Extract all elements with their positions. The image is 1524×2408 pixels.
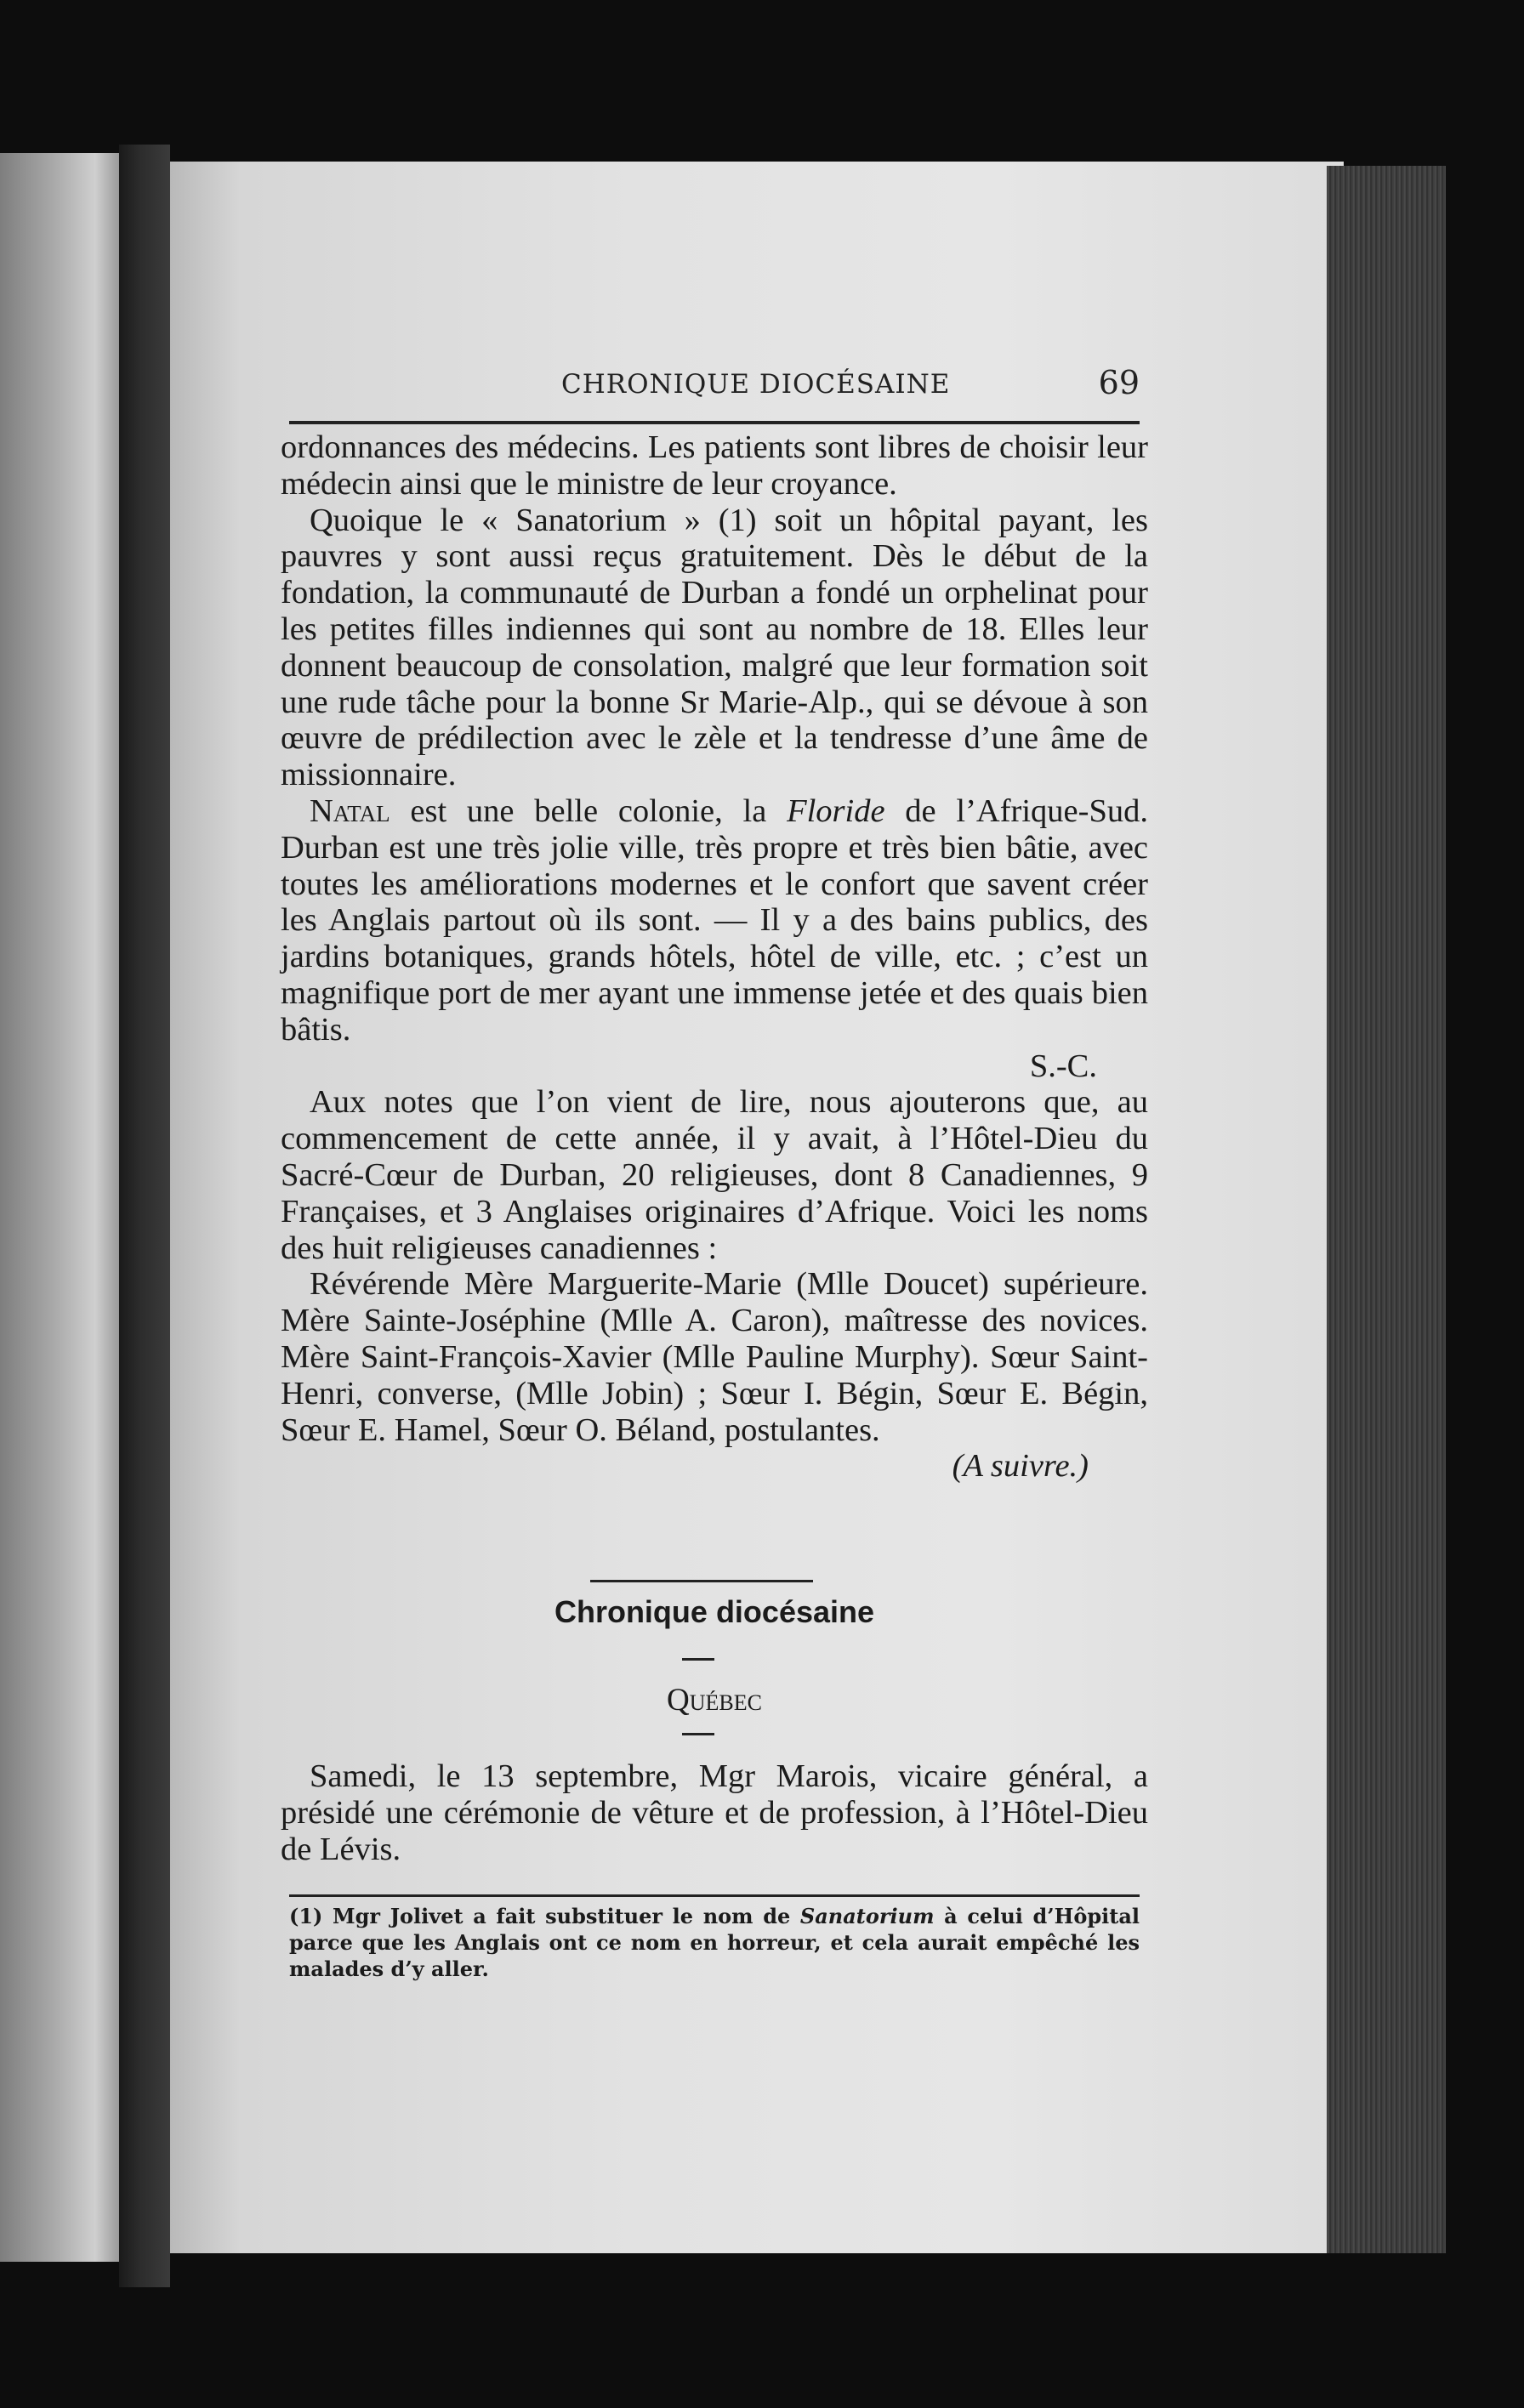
page-edges: [1327, 166, 1446, 2253]
footnote-rule: [289, 1894, 1140, 1897]
section-title: Chronique diocésaine: [554, 1594, 875, 1629]
floride-italic: Floride: [787, 792, 885, 829]
article-body: [281, 429, 1148, 1485]
section-separator: [590, 1580, 813, 1582]
paragraph-3-part-b: de l’Afrique-Sud. Durban est une très jolie ville, très propre et très bien bâtie, avec toutes les améliorations modernes et le confort que savent créer les Anglais partout où ils sont. — Il y a des bains publics, des jardins botaniques, grands hôtels, hôtel de ville, etc. ; c’est un magnifique port de mer ayant une immense jetée et des quais bien bâtis.: [281, 792, 1148, 1048]
city-heading: Québec: [667, 1683, 762, 1718]
signature: S.-C.: [1029, 1048, 1097, 1084]
page-number: 69: [1098, 364, 1140, 401]
paragraph-2: Quoique le « Sanatorium » (1) soit un hôpital payant, les pauvres y sont aussi reçus gratuitement. Dès le début de la fondation, la communauté de Durban a fondé un orphelinat pour les petites filles indiennes qui sont au nombre de 18. Elles leur donnent beaucoup de consolation, malgré que leur formation soit une rude tâche pour la bonne Sr Marie-Alp., qui se dévoue à son œuvre de prédilection avec le zèle et la tendresse d’une âme de missionnaire.: [281, 502, 1148, 793]
city-dash: [682, 1733, 714, 1735]
footnote-text-b: à celui d’Hôpital parce que les Anglais ont ce nom en horreur, et cela aurait empêché les malades d’y aller.: [289, 1904, 1140, 1981]
running-head: CHRONIQUE DIOCÉSAINE: [561, 369, 951, 400]
to-be-continued: (A suivre.): [952, 1448, 1089, 1485]
signature-line: [281, 1048, 1148, 1085]
paragraph-3: [281, 793, 1148, 1048]
page-header: [289, 357, 1140, 417]
footnote-italic: Sanatorium: [799, 1904, 935, 1928]
footnote: [289, 1903, 1140, 1982]
natal-lead: Natal: [310, 792, 390, 829]
footnote-marker: (1): [289, 1904, 323, 1928]
book-gutter: [119, 145, 170, 2287]
header-rule: [289, 421, 1140, 424]
footnote-text-a: Mgr Jolivet a fait substituer le nom de: [322, 1904, 800, 1928]
title-dash: [682, 1658, 714, 1661]
paragraph-4: Aux notes que l’on vient de lire, nous ajouterons que, au commencement de cette année, il y avait, à l’Hôtel-Dieu du Sacré-Cœur de Durban, 20 religieuses, dont 8 Canadiennes, 9 Françaises, et 3 Anglaises originaires d’Afrique. Voici les noms des huit religieuses canadiennes :: [281, 1084, 1148, 1266]
news-paragraph: Samedi, le 13 septembre, Mgr Marois, vicaire général, a présidé une cérémonie de vêture et de profession, à l’Hôtel-Dieu de Lévis.: [281, 1758, 1148, 1867]
paragraph-3-part-a: est une belle colonie, la: [390, 792, 788, 829]
paragraph-5: Révérende Mère Marguerite-Marie (Mlle Doucet) supérieure. Mère Sainte-Joséphine (Mlle A. Caron), maîtresse des novices. Mère Saint-François-Xavier (Mlle Pauline Murphy). Sœur Saint-Henri, converse, (Mlle Jobin) ; Sœur I. Bégin, Sœur E. Bégin, Sœur E. Hamel, Sœur O. Béland, postulantes.: [281, 1266, 1148, 1448]
paragraph-1: ordonnances des médecins. Les patients sont libres de choisir leur médecin ainsi que le ministre de leur croyance.: [281, 429, 1148, 502]
facing-page-edge: [0, 153, 119, 2262]
